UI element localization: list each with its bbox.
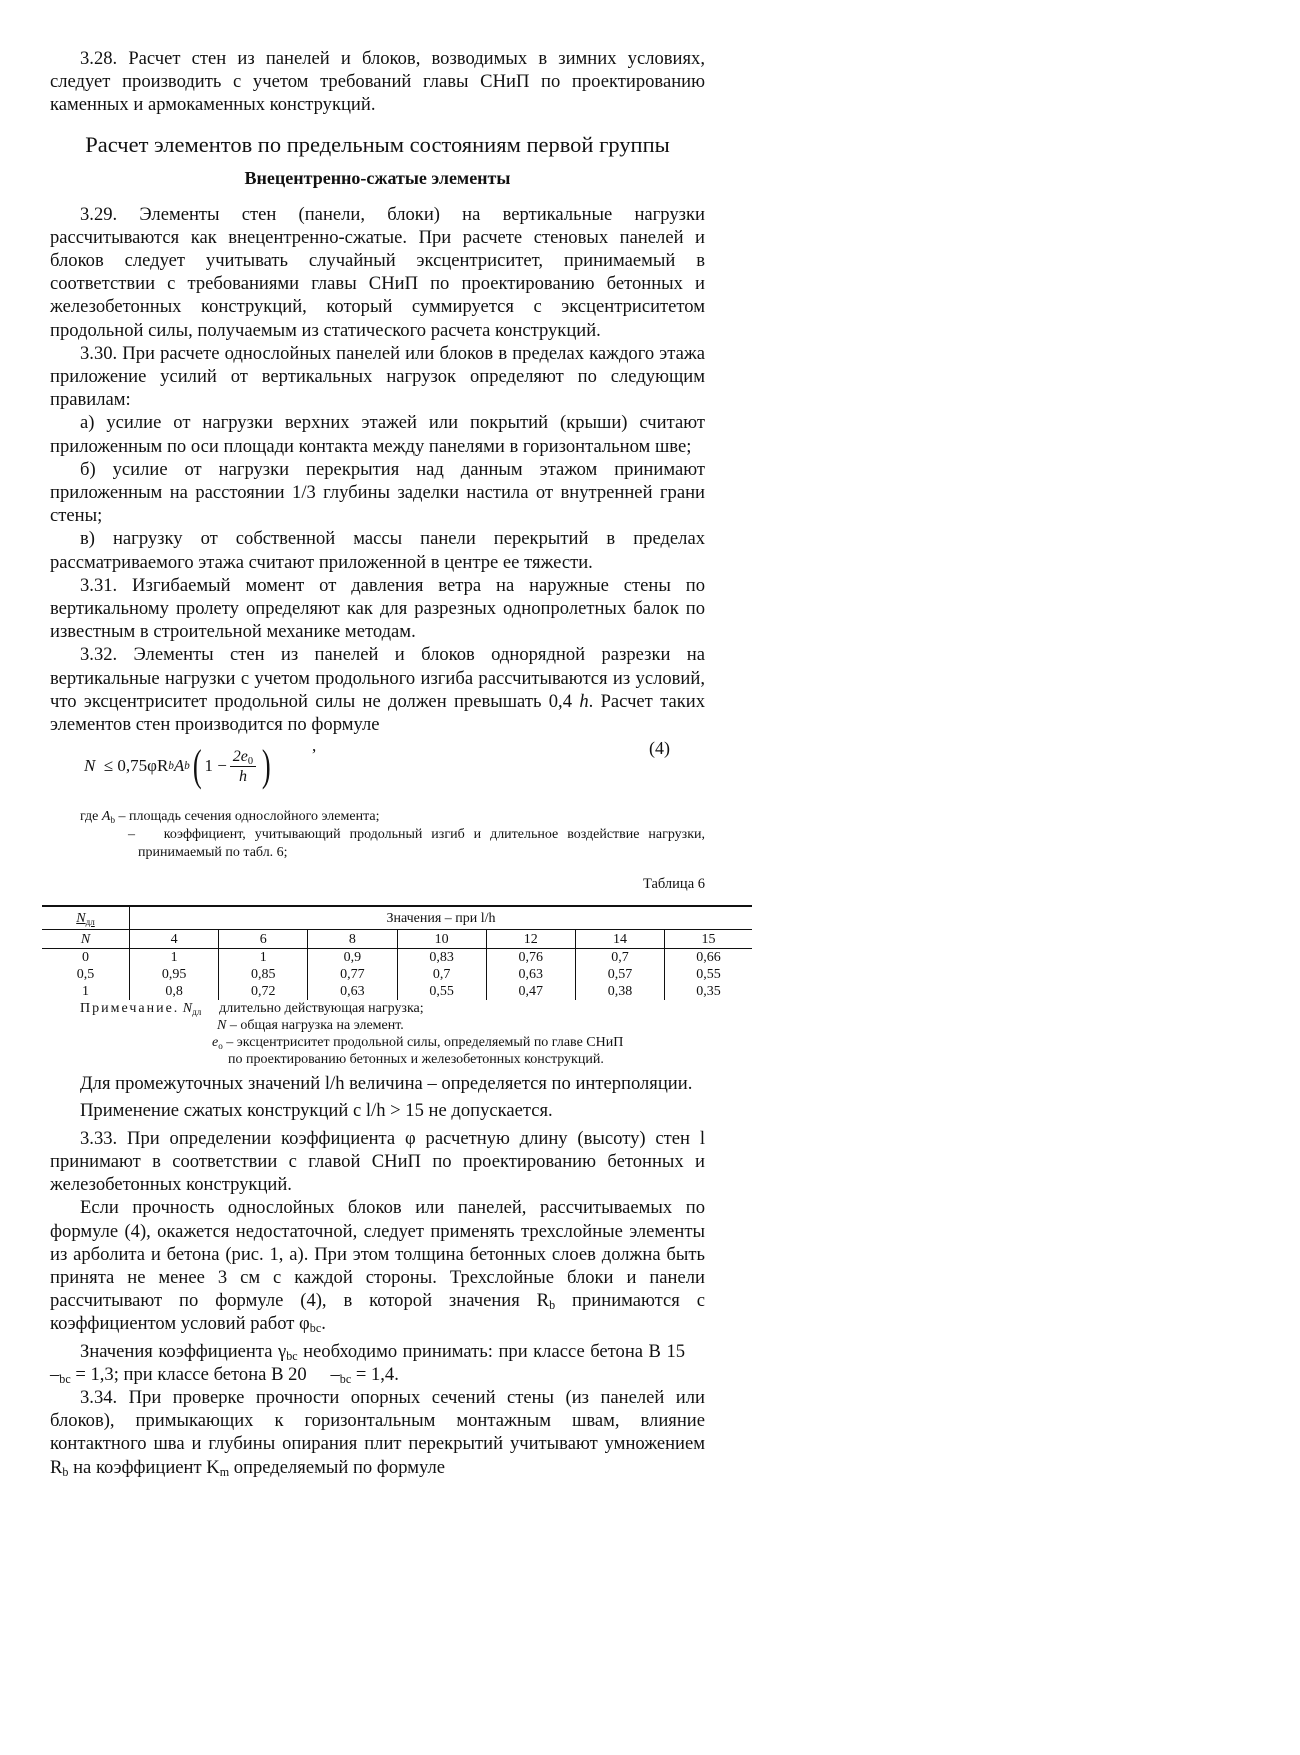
table-cell: 0,85 [219, 966, 308, 983]
header-ratio-top: $N_{дл}$ [42, 906, 130, 930]
table-cell: 0,57 [575, 966, 664, 983]
row-ratio: 0,5 [76, 967, 95, 983]
paragraph-3-30-b: б) усилие от нагрузки перекрытия над данным этажом принимают приложенным на расстоянии 1/3 глубины заделки настила от внутренней грани стены; [50, 458, 705, 527]
paragraph-3-34: 3.34. При проверке прочности опорных сечений стены (из панелей или блоков), примыкающих к горизонтальным монтажным швам, влияние контактного шва и глубины опирания плит перекрытий учитывают умножением $R_b$ на коэффициент $K_m$ определяемый по формуле [50, 1386, 705, 1479]
paragraph-application: Применение сжатых конструкций с l/h > 15 не допускается. [80, 1100, 553, 1122]
paragraph-3-32: 3.32. Элементы стен из панелей и блоков однорядной разрезки на вертикальные нагрузки с учетом продольного изгиба рассчитываются из условий, что эксцентриситет продольной силы не должен превышать 0,4 h. Расчет таких элементов стен производится по формуле [50, 644, 706, 736]
table-caption: Таблица 6 [642, 876, 705, 893]
column-header: 8 [308, 930, 397, 949]
table-cell: 0,47 [486, 983, 575, 1000]
table-cell: 0,72 [219, 983, 308, 1000]
table-note-line-2: N – общая нагрузка на элемент. [217, 1018, 404, 1034]
row-ratio: 1 [82, 984, 89, 1000]
column-header: 12 [486, 930, 575, 949]
table-row [42, 983, 752, 1000]
where-line-2: –   коэффициент, учитывающий продольный изгиб и длительное воздействие нагрузки, принимаемый по табл. 6; [128, 827, 705, 861]
table-cell: 0,76 [486, 949, 575, 967]
subsection-heading: Внецентренно-сжатые элементы [244, 167, 511, 188]
column-header: 14 [575, 930, 664, 949]
table-cell: 0,38 [575, 983, 664, 1000]
table-cell: 0,7 [397, 966, 486, 983]
table-cell: 0,35 [665, 983, 752, 1000]
table-cell: 0,55 [665, 966, 752, 983]
row-ratio: 0 [82, 950, 89, 966]
paragraph-3-30-a: а) усилие от нагрузки верхних этажей или покрытий (крыши) считают приложенным по оси площади контакта между панелями в горизонтальном шве; [50, 412, 705, 457]
table-cell: 1 [219, 949, 308, 967]
where-line-1: где $A_b$ – площадь сечения однослойного элемента; [80, 809, 380, 826]
column-header: 10 [397, 930, 486, 949]
page [50, 47, 721, 1479]
table-header-row [42, 906, 752, 930]
table-cell: 0,55 [397, 983, 486, 1000]
formula-number: (4) [649, 738, 670, 759]
table-note: Примечание. $N_{дл}$   длительно действующая нагрузка; [80, 1001, 424, 1018]
paragraph-interpolation: Для промежуточных значений l/h величина – определяется по интерполяции. [80, 1073, 693, 1095]
table-cell: 0,63 [486, 966, 575, 983]
header-values: Значения – при l/h [130, 906, 753, 930]
table-cell: 0,83 [397, 949, 486, 967]
table-note-line-4: по проектированию бетонных и железобетонных конструкций. [228, 1052, 604, 1068]
column-header: 6 [219, 930, 308, 949]
formula-4: N ≤ 0,75φR b A b ( 1 − $\frac{2e_0}{h}$ ) , (4) [84, 736, 670, 791]
paragraph-3-28: 3.28. Расчет стен из панелей и блоков, возводимых в зимних условиях, следует производить с учетом требований главы СНиП по проектированию каменных и армокаменных конструкций. [50, 48, 705, 116]
table-cell: 0,7 [575, 949, 664, 967]
table-cell: 0,95 [130, 966, 219, 983]
table-row [42, 966, 752, 983]
column-header: 4 [130, 930, 219, 949]
paragraph-3-30: 3.30. При расчете однослойных панелей или блоков в пределах каждого этажа приложение усилий от вертикальных нагрузок определяют по следующим правилам: [50, 342, 705, 411]
table-row [42, 949, 752, 967]
paragraph-3-33-c: Значения коэффициента $\gamma_{bc}$ необходимо принимать: при классе бетона В 15   $-_{bc} = 1,3$; при классе бетона В 20   $-_{bc} = 1,4$. [50, 1340, 705, 1386]
paragraph-3-29: 3.29. Элементы стен (панели, блоки) на вертикальные нагрузки рассчитываются как внецентренно-сжатые. При расчете стеновых панелей и блоков следует учитывать случайный эксцентриситет, принимаемый в соответствии с требованиями главы СНиП по проектированию бетонных и железобетонных конструкций, который суммируется с эксцентриситетом продольной силы, получаемым из статического расчета конструкций. [50, 203, 705, 341]
formula-expression: N ≤ 0,75φR b A b ( 1 − $\frac{2e_0}{h}$ ) [84, 741, 271, 791]
paragraph-3-33-b: Если прочность однослойных блоков или панелей, рассчитываемых по формуле (4), окажется недостаточной, следует применять трехслойные элементы из арболита и бетона (рис. 1, а). При этом толщина бетонных слоев должна быть принята не менее 3 см с каждой стороны. Трехслойные блоки и панели рассчитывают по формуле (4), в которой значения $R_b$ принимаются с коэффициентом условий работ $\varphi_{bc}$. [50, 1197, 705, 1336]
section-heading: Расчет элементов по предельным состояниям первой группы [85, 131, 670, 157]
table-cell: 0,9 [308, 949, 397, 967]
formula-fraction: $\frac{2e_0}{h}$ [230, 747, 256, 786]
table-cell: 0,77 [308, 966, 397, 983]
table-cell: 0,66 [665, 949, 752, 967]
paragraph-3-30-c: в) нагрузку от собственной массы панели перекрытий в пределах рассматриваемого этажа считают приложенной в центре ее тяжести. [50, 528, 705, 573]
paragraph-3-31: 3.31. Изгибаемый момент от давления ветра на наружные стены по вертикальному пролету определяют как для разрезных однопролетных балок по известным в строительной механике методам. [50, 574, 705, 643]
column-header: 15 [665, 930, 752, 949]
table-note-line-3: $e_o$ – эксцентриситет продольной силы, определяемый по главе СНиП [212, 1035, 624, 1052]
table-6 [42, 905, 752, 1000]
paragraph-3-33: 3.33. При определении коэффициента φ расчетную длину (высоту) стен l принимают в соответствии с главой СНиП по проектированию бетонных и железобетонных конструкций. [50, 1127, 705, 1196]
table-cell: 0,63 [308, 983, 397, 1000]
header-ratio-bottom: N [42, 930, 130, 949]
table-cell: 1 [130, 949, 219, 967]
table-cell: 0,8 [130, 983, 219, 1000]
table-columns-row [42, 930, 752, 949]
